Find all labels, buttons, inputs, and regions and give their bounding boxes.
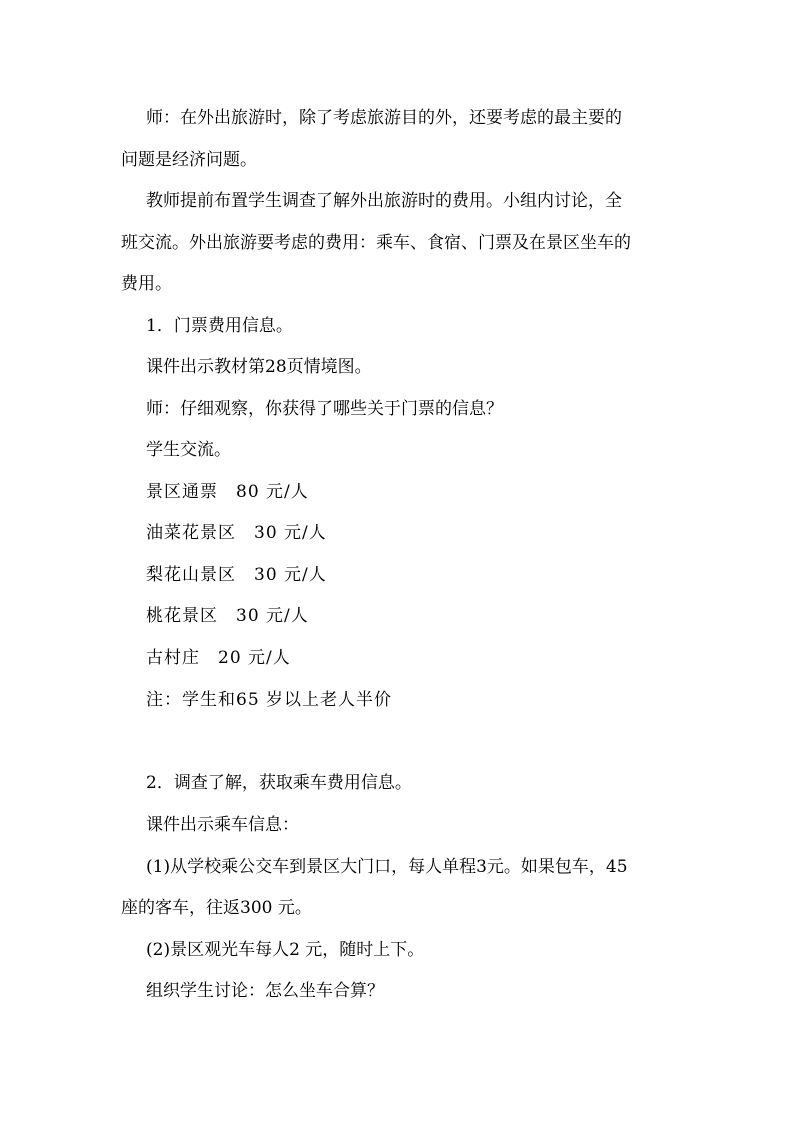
section-2-title: 2．调查了解，获取乘车费用信息。 <box>146 773 412 793</box>
section-2-item-1-line-2: 座的客车，往返300 元。 <box>121 898 312 918</box>
ticket-item: 景区通票 80 元/人 <box>146 482 309 502</box>
section-1-title: 1．门票费用信息。 <box>146 316 293 336</box>
ticket-item: 梨花山景区 30 元/人 <box>146 565 327 585</box>
paragraph-survey-line-3: 费用。 <box>121 274 172 294</box>
ticket-item: 桃花景区 30 元/人 <box>146 606 309 626</box>
section-2-item-1-line-1: (1)从学校乘公交车到景区大门口，每人单程3元。如果包车，45 <box>146 857 628 877</box>
section-1-line-1: 课件出示教材第28页情境图。 <box>146 357 372 377</box>
ticket-item: 古村庄 20 元/人 <box>146 648 291 668</box>
section-1-line-3: 学生交流。 <box>146 440 231 460</box>
paragraph-teacher-line-1: 师：在外出旅游时，除了考虑旅游目的外，还要考虑的最主要的 <box>146 108 622 128</box>
paragraph-survey-line-2: 班交流。外出旅游要考虑的费用：乘车、食宿、门票及在景区坐车的 <box>121 233 631 253</box>
section-2-line-1: 课件出示乘车信息： <box>146 815 299 835</box>
section-2-line-last: 组织学生讨论：怎么坐车合算？ <box>146 981 384 1001</box>
section-1-line-2: 师：仔细观察，你获得了哪些关于门票的信息？ <box>146 399 503 419</box>
section-2-item-2: (2)景区观光车每人2 元，随时上下。 <box>146 940 425 960</box>
ticket-note: 注：学生和65 岁以上老人半价 <box>146 690 393 710</box>
paragraph-teacher-line-2: 问题是经济问题。 <box>121 150 257 170</box>
paragraph-survey-line-1: 教师提前布置学生调查了解外出旅游时的费用。小组内讨论，全 <box>146 191 622 211</box>
ticket-item: 油菜花景区 30 元/人 <box>146 523 327 543</box>
